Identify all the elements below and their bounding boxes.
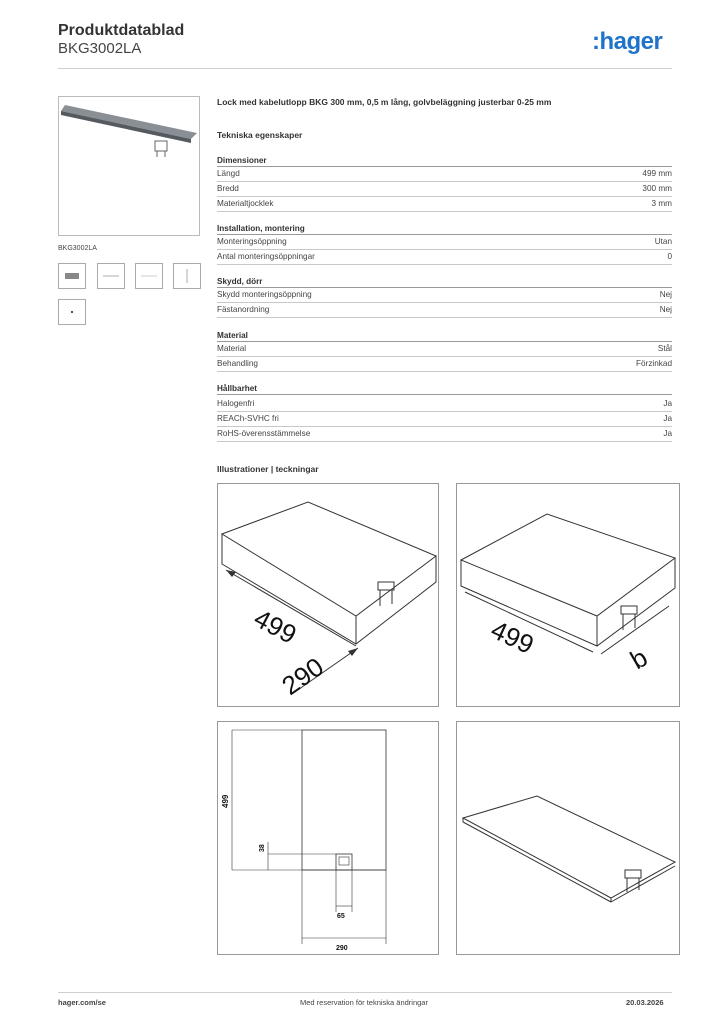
spec-row <box>217 235 672 250</box>
isometric-drawing <box>218 484 438 706</box>
footer-date: 20.03.2026 <box>626 998 664 1007</box>
thumbnail-drawing-1[interactable] <box>97 263 125 289</box>
drawing-isometric-dimensions <box>217 483 439 707</box>
spec-row <box>217 427 672 442</box>
spec-value: Nej <box>659 290 672 299</box>
footer-website[interactable]: hager.com/se <box>58 998 106 1007</box>
cover-plate-image <box>59 97 199 235</box>
spec-label: Halogenfri <box>217 399 255 408</box>
thumbnail-drawing-4[interactable] <box>58 299 86 325</box>
document-subtitle: BKG3002LA <box>58 40 142 57</box>
spec-group-dimensions <box>217 156 672 212</box>
spec-value: Nej <box>659 305 672 314</box>
drawing-isometric-variable <box>456 483 680 707</box>
spec-row <box>217 397 672 412</box>
spec-row <box>217 182 672 197</box>
thumbnail-drawing-2[interactable] <box>135 263 163 289</box>
dimension-width: 290 <box>336 945 348 952</box>
spec-row <box>217 197 672 212</box>
spec-group-installation <box>217 224 672 265</box>
perspective-drawing <box>457 722 679 954</box>
spec-value: Ja <box>663 399 672 408</box>
spec-row <box>217 342 672 357</box>
spec-label: Material <box>217 344 247 353</box>
spec-value: Utan <box>654 237 672 246</box>
dimension-offset: 38 <box>259 844 266 852</box>
spec-group-protection <box>217 277 672 318</box>
spec-row <box>217 412 672 427</box>
spec-row <box>217 288 672 303</box>
product-image <box>58 96 200 236</box>
footer-disclaimer: Med reservation för tekniska ändringar <box>300 998 428 1007</box>
document-title: Produktdatablad <box>58 22 185 39</box>
spec-value: 300 mm <box>642 184 672 193</box>
spec-label: REACh-SVHC fri <box>217 414 279 423</box>
thumbnail-photo-icon <box>59 264 85 288</box>
group-title: Installation, montering <box>217 224 672 235</box>
spec-value: Stål <box>657 344 672 353</box>
illustrations-title: Illustrationer | teckningar <box>217 464 319 474</box>
spec-row <box>217 167 672 182</box>
spec-label: Monteringsöppning <box>217 237 287 246</box>
spec-label: Antal monteringsöppningar <box>217 252 315 261</box>
thumbnail-drawing-icon <box>136 264 162 288</box>
spec-label: RoHS-överensstämmelse <box>217 429 311 438</box>
header-divider <box>58 68 672 69</box>
spec-label: Fästanordning <box>217 305 270 314</box>
thumbnail-drawing-icon <box>59 300 85 324</box>
spec-group-sustainability <box>217 384 672 442</box>
spec-label: Bredd <box>217 184 239 193</box>
spec-value: 0 <box>667 252 672 261</box>
spec-value: Ja <box>663 429 672 438</box>
spec-label: Behandling <box>217 359 258 368</box>
thumbnail-drawing-icon <box>98 264 124 288</box>
section-title: Tekniska egenskaper <box>217 130 303 140</box>
top-view-drawing <box>218 722 438 954</box>
thumbnail-drawing-icon <box>174 264 200 288</box>
dimension-width: 290 <box>276 651 329 701</box>
product-title: Lock med kabelutlopp BKG 300 mm, 0,5 m lång, golvbeläggning justerbar 0-25 mm <box>217 97 552 107</box>
spec-row <box>217 303 672 318</box>
isometric-drawing <box>457 484 679 706</box>
spec-value: 3 mm <box>651 199 672 208</box>
spec-group-material <box>217 331 672 372</box>
hager-logo: :hager <box>592 28 663 55</box>
thumbnail-drawing-3[interactable] <box>173 263 201 289</box>
spec-value: Ja <box>663 414 672 423</box>
group-title: Hållbarhet <box>217 384 672 395</box>
spec-label: Materialtjocklek <box>217 199 274 208</box>
group-title: Dimensioner <box>217 156 672 167</box>
group-title: Material <box>217 331 672 342</box>
dimension-length: 499 <box>249 602 302 650</box>
product-image-caption: BKG3002LA <box>58 245 97 252</box>
group-title: Skydd, dörr <box>217 277 672 288</box>
spec-value: 499 mm <box>642 169 672 178</box>
dimension-length: 499 <box>486 614 539 660</box>
dimension-height: 499 <box>221 794 230 808</box>
spec-label: Längd <box>217 169 240 178</box>
dimension-width: b <box>625 641 653 676</box>
thumbnail-photo[interactable] <box>58 263 86 289</box>
drawing-perspective <box>456 721 680 955</box>
spec-row <box>217 250 672 265</box>
footer-divider <box>58 992 672 993</box>
drawing-top-view <box>217 721 439 955</box>
spec-label: Skydd monteringsöppning <box>217 290 312 299</box>
dimension-outlet: 65 <box>337 913 345 920</box>
spec-row <box>217 357 672 372</box>
spec-value: Förzinkad <box>636 359 672 368</box>
